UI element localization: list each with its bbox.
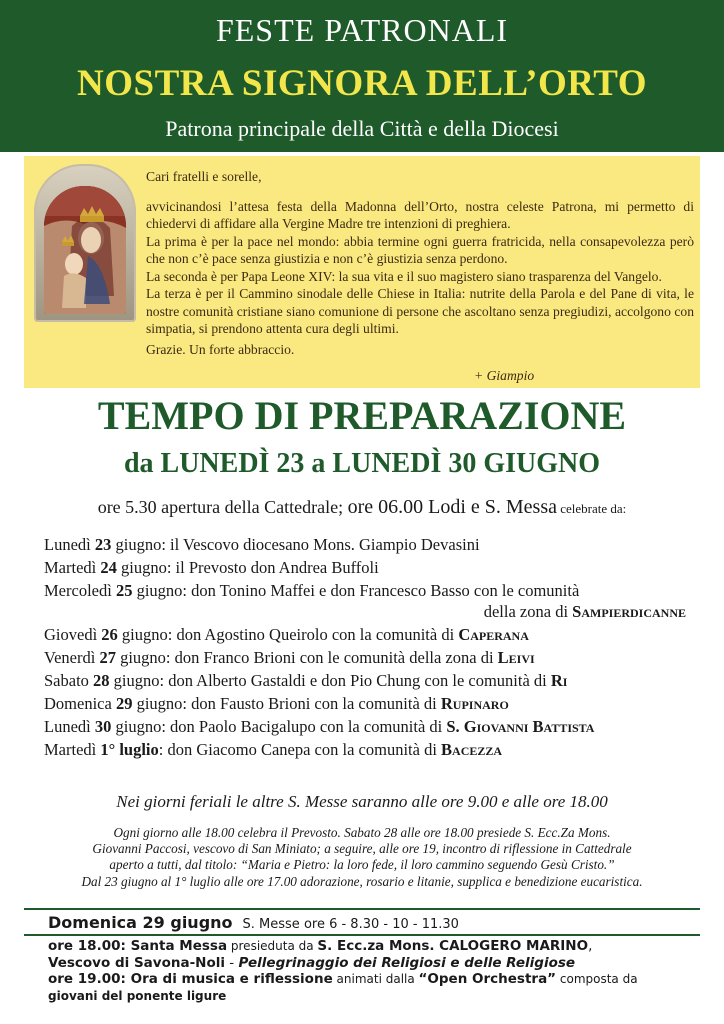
event-row [48, 988, 708, 1005]
schedule-date: 23 [94, 535, 112, 554]
daily-note-line: aperto a tutti, dal titolo: “Maria e Pietro: la loro fede, il loro cammino seguendo Gesù Cristo.” [109, 857, 615, 873]
schedule-day: Sabato [44, 671, 94, 690]
intro-mass: ore 06.00 Lodi e S. Messa [347, 496, 557, 518]
divider [24, 908, 700, 910]
schedule-day: Lunedì [44, 535, 95, 554]
schedule-day: Venerdì [44, 648, 100, 667]
schedule-day: Lunedì [44, 717, 95, 736]
schedule-row [44, 647, 694, 668]
letter-paragraph: La prima è per la pace nel mondo: abbia termine ogni guerra fratricida, nella consapevolezza però che non c’è pace senza giustizia e non c’è giustizia senza perdono. [146, 233, 694, 266]
sunday-events [48, 938, 708, 1004]
schedule-day: Domenica [44, 694, 116, 713]
letter-paragraph: La seconda è per Papa Leone XIV: la sua vita e il suo magistero siano trasparenza del Vangelo. [146, 268, 662, 284]
header-title: NOSTRA SIGNORA DELL’ORTO [77, 63, 647, 104]
event-row [48, 955, 708, 972]
schedule-text: giugno: il Prevosto don Andrea Buffoli [116, 558, 379, 577]
schedule-day: Martedì [44, 740, 101, 759]
schedule-place: Bacezza [441, 740, 503, 759]
schedule-text: giugno: don Tonino Maffei e don Francesco Basso con le comunità [132, 581, 580, 600]
letter-greeting: Cari fratelli e sorelle, [146, 169, 262, 184]
schedule-text: giugno: don Fausto Brioni con la comunità di [132, 694, 441, 713]
letter-body [146, 168, 694, 358]
letter-signature: + Giampio [474, 368, 535, 383]
schedule-row [44, 693, 694, 714]
schedule-text: giugno: don Agostino Queirolo con la comunità di [117, 625, 459, 644]
schedule-text: : don Giacomo Canepa con la comunità di [158, 740, 442, 759]
event-text: giovani del ponente ligure [48, 988, 227, 1003]
daily-note-line: Giovanni Paccosi, vescovo di San Miniato; a seguire, alle ore 19, incontro di riflessione in Cattedrale [92, 841, 632, 857]
schedule-row [44, 534, 694, 555]
header-subtitle: Patrona principale della Città e della Diocesi [165, 116, 559, 141]
schedule-date: 27 [99, 648, 116, 667]
madonna-icon [34, 164, 136, 322]
letter-paragraph: La terza è per il Cammino sinodale delle Chiese in Italia: nutrite della Parola e del Pane di vita, le nostre comunità cristiane siano comunione di persone che ascoltano senza pregiudizi, accolgono con simpatia, si prendono attenta cura degli ultimi. [146, 286, 694, 336]
sunday-section [48, 913, 708, 932]
event-celebrant: S. Ecc.za Mons. CALOGERO MARINO [317, 938, 589, 954]
schedule-text: giugno: il Vescovo diocesano Mons. Giampio Devasini [111, 535, 480, 554]
schedule-text: giugno: don Paolo Bacigalupo con la comunità di [111, 717, 447, 736]
event-text: , [588, 938, 593, 954]
daily-notes [36, 825, 688, 890]
event-text: composta da [556, 972, 638, 987]
daily-note-line: Dal 23 giugno al 1° luglio alle ore 17.00 adorazione, rosario e litanie, supplica e benedizione eucaristica. [81, 873, 643, 889]
madonna-image [44, 186, 126, 314]
intro-celebrated: celebrate da: [557, 501, 627, 516]
weekday-masses-note: Nei giorni feriali le altre S. Messe saranno alle ore 9.00 e alle ore 18.00 [116, 792, 608, 811]
event-orchestra: “Open Orchestra” [418, 971, 557, 988]
schedule-place: Leivi [497, 648, 535, 667]
schedule-text: giugno: don Alberto Gastaldi e don Pio Chung con le comunità di [109, 671, 551, 690]
event-pilgrimage: Pellegrinaggio dei Religiosi e delle Religiose [238, 954, 576, 971]
schedule-text: della zona di [483, 602, 573, 621]
event-title: ore 19.00: Ora di musica e riflessione [48, 971, 333, 988]
schedule-date: 24 [100, 558, 117, 577]
intro-opening: ore 5.30 apertura della Cattedrale; [97, 497, 348, 517]
schedule-date: 28 [93, 671, 110, 690]
schedule-date: 25 [115, 581, 133, 600]
schedule-row [44, 580, 694, 601]
preparation-intro [0, 496, 724, 519]
schedule-list [44, 534, 694, 760]
schedule-date: 29 [115, 694, 133, 713]
daily-note-line: Ogni giorno alle 18.00 celebra il Prevosto. Sabato 28 alle ore 18.00 presiede S. Ecc.Za Mons. [113, 825, 611, 840]
schedule-row [44, 670, 694, 691]
sunday-title: Domenica 29 giugno [48, 913, 233, 932]
schedule-row [44, 739, 694, 760]
bishop-letter [24, 156, 700, 388]
schedule-row [44, 716, 694, 737]
schedule-place: Ri [550, 671, 568, 690]
schedule-row [44, 557, 694, 578]
event-text: animati dalla [332, 972, 419, 987]
schedule-date: 1° luglio [100, 740, 159, 759]
schedule-place: Caperana [458, 625, 529, 644]
schedule-day: Martedì [44, 558, 101, 577]
sunday-header [48, 913, 708, 932]
preparation-dates: da LUNEDÌ 23 a LUNEDÌ 30 GIUGNO [123, 448, 601, 479]
sunday-masses: S. Messe ore 6 - 8.30 - 10 - 11.30 [242, 917, 459, 932]
header-banner [0, 0, 724, 152]
header-line1: FESTE PATRONALI [215, 12, 509, 48]
schedule-place: Sampierdicanne [572, 602, 686, 621]
schedule-day: Mercoledì [44, 581, 116, 600]
event-row [48, 971, 708, 988]
divider [24, 934, 700, 936]
event-text: - [225, 954, 239, 971]
schedule-row [44, 624, 694, 645]
letter-closing: Grazie. Un forte abbraccio. [146, 341, 295, 357]
schedule-text: giugno: don Franco Brioni con le comunità della zona di [115, 648, 498, 667]
event-celebrant-title: Vescovo di Savona-Noli [48, 954, 226, 971]
schedule-place: Rupinaro [440, 694, 509, 713]
preparation-title: TEMPO DI PREPARAZIONE [97, 393, 627, 438]
letter-paragraph: avvicinandosi l’attesa festa della Madonna dell’Orto, nostra celeste Patrona, mi permetto di chiedervi di affidare alla Vergine Madre tre intenzioni di preghiera. [146, 198, 694, 231]
schedule-place: S. Giovanni Battista [446, 717, 595, 736]
schedule-day: Giovedì [44, 625, 102, 644]
schedule-row-continuation [44, 601, 694, 622]
event-title: ore 18.00: Santa Messa [48, 938, 228, 954]
event-text: presieduta da [227, 939, 318, 953]
event-row [48, 938, 708, 955]
schedule-date: 26 [101, 625, 118, 644]
schedule-date: 30 [94, 717, 112, 736]
